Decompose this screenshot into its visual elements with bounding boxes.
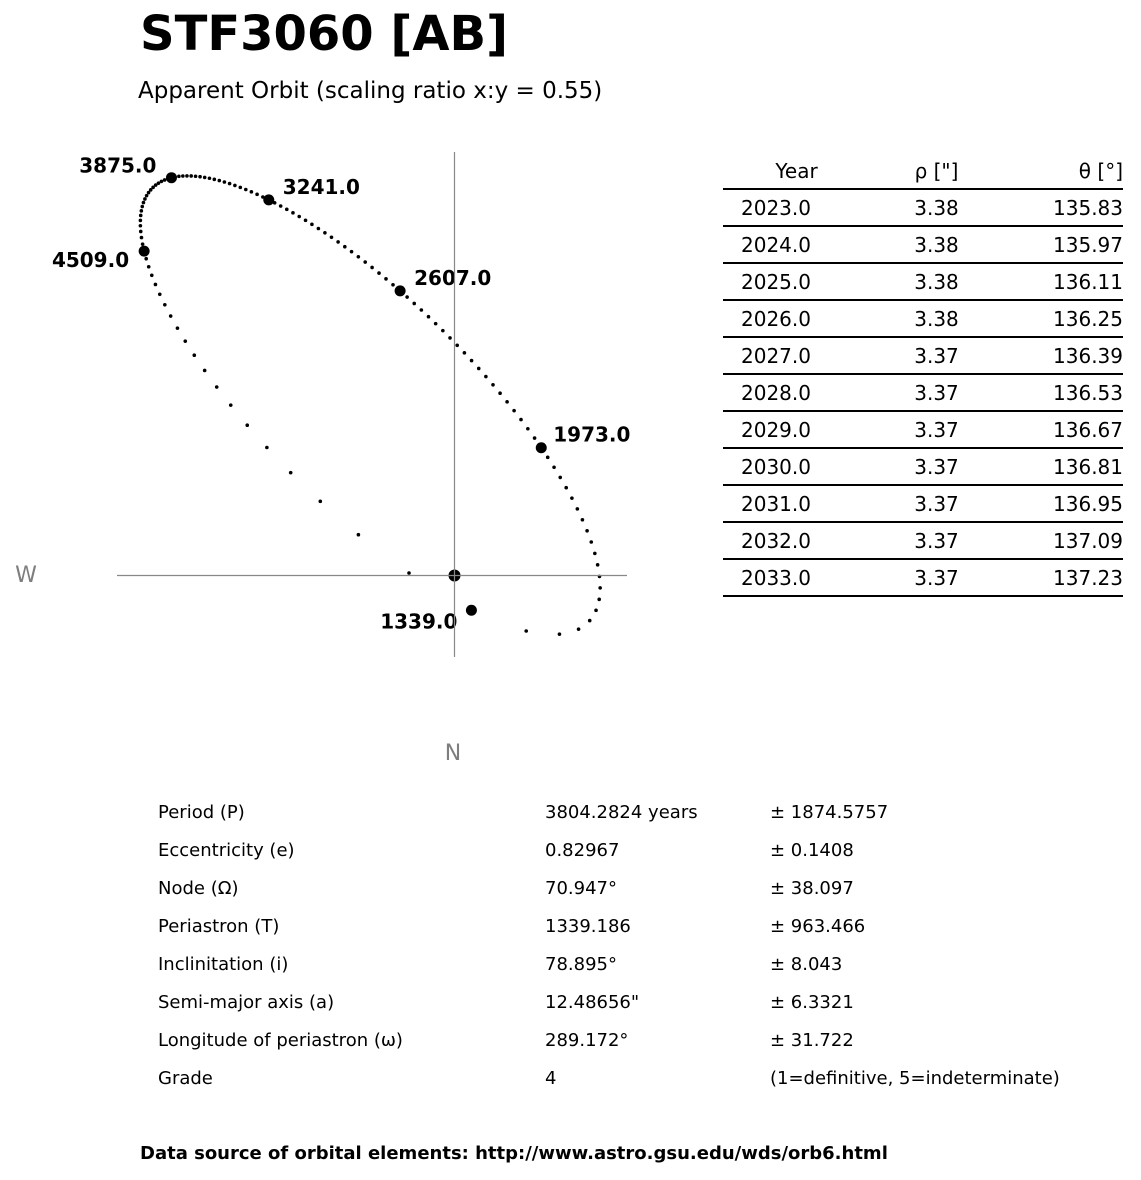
eph-cell: 3.37	[870, 448, 1003, 485]
epoch-label: 3875.0	[79, 153, 157, 178]
orbit-dot	[577, 627, 581, 631]
element-row	[158, 869, 1098, 907]
eph-cell: 2032.0	[723, 522, 870, 559]
orbit-dot	[163, 303, 167, 307]
orbit-dot	[203, 176, 207, 180]
orbit-dots	[139, 174, 602, 636]
eph-cell: 136.11	[1003, 263, 1123, 300]
eph-cell: 3.38	[870, 300, 1003, 337]
orbit-dot	[343, 245, 347, 249]
eph-row	[723, 226, 1123, 263]
orbit-dot	[597, 598, 601, 602]
orbit-dot	[318, 500, 322, 504]
element-error: ± 0.1408	[770, 839, 854, 861]
orbit-dot	[185, 174, 189, 178]
orbit-dot	[593, 552, 597, 556]
orbit-dot	[357, 255, 361, 259]
eph-row	[723, 337, 1123, 374]
orbit-dot	[519, 418, 523, 422]
orbit-dot	[285, 208, 289, 212]
element-value: 1339.186	[545, 915, 631, 937]
eph-cell: 3.37	[870, 337, 1003, 374]
eph-cell: 2025.0	[723, 263, 870, 300]
orbit-dot	[484, 375, 488, 379]
orbit-dot	[391, 283, 395, 287]
eph-cell: 136.95	[1003, 485, 1123, 522]
element-value: 4	[545, 1067, 557, 1089]
data-source-note: Data source of orbital elements: http://www.astro.gsu.edu/wds/orb6.html	[140, 1143, 888, 1164]
orbit-dot	[427, 315, 431, 319]
element-label: Inclinitation (i)	[158, 953, 289, 975]
eph-cell: 136.67	[1003, 411, 1123, 448]
orbit-dot	[581, 518, 585, 522]
orbit-dot	[163, 178, 167, 182]
orbit-dot	[218, 179, 222, 183]
orbit-dot	[336, 240, 340, 244]
element-label: Eccentricity (e)	[158, 839, 295, 861]
ephemerides-header-row	[723, 153, 1123, 189]
orbit-dot	[330, 235, 334, 239]
orbit-dot	[317, 227, 321, 231]
orbit-dot	[526, 427, 530, 431]
ephemerides-table	[723, 153, 1123, 597]
element-error: ± 8.043	[770, 953, 843, 975]
eph-cell: 2024.0	[723, 226, 870, 263]
element-label: Longitude of periastron (ω)	[158, 1029, 403, 1051]
orbit-dot	[512, 409, 516, 413]
orbit-dot	[265, 446, 269, 450]
element-value: 12.48656"	[545, 991, 640, 1013]
orbit-dot	[244, 188, 248, 192]
eph-cell: 136.25	[1003, 300, 1123, 337]
element-value: 3804.2824 years	[545, 801, 698, 823]
element-row	[158, 907, 1098, 945]
orbit-dot	[598, 586, 602, 590]
epoch-label: 1339.0	[380, 609, 458, 634]
orbit-dot	[570, 496, 574, 500]
orbit-dot	[181, 174, 185, 178]
eph-cell: 2031.0	[723, 485, 870, 522]
element-label: Node (Ω)	[158, 877, 239, 899]
orbit-dot	[477, 367, 481, 371]
eph-cell: 2029.0	[723, 411, 870, 448]
orbit-dot	[233, 184, 237, 188]
orbit-dot	[142, 201, 146, 205]
orbit-dot	[588, 619, 592, 623]
eph-cell: 3.38	[870, 189, 1003, 226]
element-row	[158, 1021, 1098, 1059]
orbit-dot	[384, 277, 388, 281]
orbit-dot	[576, 507, 580, 511]
epoch-dot	[139, 246, 150, 257]
orbit-dot	[585, 529, 589, 533]
element-row	[158, 793, 1098, 831]
eph-cell: 2028.0	[723, 374, 870, 411]
epoch-dot	[466, 605, 477, 616]
orbit-dot	[505, 400, 509, 404]
orbit-dot	[158, 292, 162, 296]
orbit-dot	[524, 629, 528, 633]
orbit-dot	[215, 385, 219, 389]
page-title: STF3060 [AB]	[140, 6, 509, 62]
orbit-dot	[363, 260, 367, 264]
orbit-dot	[189, 174, 193, 178]
orbit-dot	[412, 302, 416, 306]
orbit-dot	[208, 176, 212, 180]
eph-cell: 135.83	[1003, 189, 1123, 226]
orbit-dot	[498, 391, 502, 395]
eph-cell: 3.37	[870, 522, 1003, 559]
eph-row	[723, 522, 1123, 559]
eph-cell: 3.38	[870, 263, 1003, 300]
orbit-dot	[213, 178, 217, 182]
orbit-dot	[147, 191, 151, 195]
orbit-dot	[203, 369, 207, 373]
orbit-dot	[169, 314, 173, 318]
element-error: (1=definitive, 5=indeterminate)	[770, 1067, 1060, 1089]
orbit-dot	[229, 403, 233, 407]
eph-cell: 2023.0	[723, 189, 870, 226]
orbit-dot	[448, 336, 452, 340]
eph-cell: 3.37	[870, 485, 1003, 522]
epoch-dot	[536, 442, 547, 453]
orbit-dot	[228, 182, 232, 186]
orbit-dot	[546, 456, 550, 460]
epoch-label: 1973.0	[553, 422, 631, 447]
orbit-dot	[420, 308, 424, 312]
orbit-dot	[289, 471, 293, 475]
eph-col-header: θ [°]	[1003, 153, 1123, 189]
eph-cell: 2026.0	[723, 300, 870, 337]
orbit-dot	[470, 359, 474, 363]
orbit-dot	[407, 571, 411, 575]
eph-cell: 3.37	[870, 559, 1003, 596]
orbit-dot	[143, 197, 147, 201]
orbit-dot	[552, 465, 556, 469]
north-axis-label: N	[444, 741, 462, 766]
orbit-dot	[141, 242, 145, 246]
orbit-dot	[177, 175, 181, 179]
eph-cell: 2030.0	[723, 448, 870, 485]
orbit-dot	[589, 540, 593, 544]
orbital-elements-list	[158, 793, 1098, 1097]
eph-cell: 136.53	[1003, 374, 1123, 411]
element-label: Grade	[158, 1067, 213, 1089]
eph-row	[723, 448, 1123, 485]
orbit-dot	[350, 250, 354, 254]
orbit-dot	[558, 476, 562, 480]
orbit-dot	[405, 295, 409, 299]
orbit-dot	[370, 266, 374, 270]
orbit-dot	[250, 190, 254, 194]
eph-row	[723, 263, 1123, 300]
element-error: ± 6.3321	[770, 991, 854, 1013]
eph-cell: 135.97	[1003, 226, 1123, 263]
orbit-dot	[176, 326, 180, 330]
element-value: 289.172°	[545, 1029, 629, 1051]
orbit-dot	[192, 353, 196, 357]
element-error: ± 31.722	[770, 1029, 854, 1051]
element-label: Periastron (T)	[158, 915, 280, 937]
eph-row	[723, 559, 1123, 596]
eph-row	[723, 374, 1123, 411]
orbit-dot	[183, 339, 187, 343]
eph-row	[723, 485, 1123, 522]
element-row	[158, 983, 1098, 1021]
orbit-dot	[434, 322, 438, 326]
eph-cell: 2033.0	[723, 559, 870, 596]
orbit-dot	[194, 174, 198, 178]
west-axis-label: W	[15, 563, 37, 588]
orbit-dot	[564, 486, 568, 490]
epoch-label: 2607.0	[414, 265, 492, 290]
orbit-dot	[239, 186, 243, 190]
orbit-dot	[139, 224, 143, 228]
eph-cell: 2027.0	[723, 337, 870, 374]
eph-cell: 137.23	[1003, 559, 1123, 596]
orbit-dot	[310, 223, 314, 227]
orbit-dot	[144, 257, 148, 261]
epoch-label: 3241.0	[282, 174, 360, 199]
element-error: ± 963.466	[770, 915, 866, 937]
orbit-dot	[323, 231, 327, 235]
element-row	[158, 831, 1098, 869]
eph-col-header: Year	[723, 153, 870, 189]
orbit-dot	[463, 351, 467, 355]
orbit-dot	[245, 423, 249, 427]
orbit-dot	[533, 436, 537, 440]
orbit-dot	[304, 219, 308, 223]
eph-row	[723, 411, 1123, 448]
eph-cell: 3.37	[870, 374, 1003, 411]
eph-cell: 136.39	[1003, 337, 1123, 374]
orbit-dot	[140, 209, 144, 213]
orbit-dot	[198, 175, 202, 179]
orbit-dot	[279, 204, 283, 208]
orbit-dot	[139, 214, 143, 218]
eph-cell: 136.81	[1003, 448, 1123, 485]
eph-cell: 3.37	[870, 411, 1003, 448]
orbit-dot	[297, 215, 301, 219]
epoch-dot	[166, 172, 177, 183]
orbit-dot	[140, 205, 144, 209]
orbit-dot	[140, 236, 144, 240]
element-error: ± 38.097	[770, 877, 854, 899]
eph-row	[723, 189, 1123, 226]
orbit-dot	[291, 211, 295, 215]
element-value: 78.895°	[545, 953, 617, 975]
orbit-dot	[441, 329, 445, 333]
orbit-dot	[455, 343, 459, 347]
orbit-dot	[255, 193, 259, 197]
orbit-dot	[150, 274, 154, 278]
orbit-dot	[596, 563, 600, 567]
orbit-dot	[154, 283, 158, 287]
element-label: Period (P)	[158, 801, 245, 823]
orbit-dot	[147, 265, 151, 269]
orbit-dot	[139, 230, 143, 234]
element-value: 0.82967	[545, 839, 620, 861]
epoch-dot	[263, 194, 274, 205]
orbit-dot	[558, 632, 562, 636]
element-row	[158, 1059, 1098, 1097]
plot-subtitle: Apparent Orbit (scaling ratio x:y = 0.55)	[138, 78, 603, 104]
epoch-dot	[395, 285, 406, 296]
eph-cell: 3.38	[870, 226, 1003, 263]
element-error: ± 1874.5757	[770, 801, 889, 823]
element-value: 70.947°	[545, 877, 617, 899]
orbit-dot	[139, 219, 143, 223]
orbit-dot	[145, 194, 149, 198]
orbit-dot	[357, 533, 361, 537]
orbit-dot	[223, 180, 227, 184]
element-row	[158, 945, 1098, 983]
orbit-dot	[594, 609, 598, 613]
orbit-plot	[0, 140, 660, 780]
eph-row	[723, 300, 1123, 337]
element-label: Semi-major axis (a)	[158, 991, 335, 1013]
orbit-dot	[377, 271, 381, 275]
eph-col-header: ρ ["]	[870, 153, 1003, 189]
eph-cell: 137.09	[1003, 522, 1123, 559]
orbit-dot	[491, 383, 495, 387]
epoch-label: 4509.0	[51, 248, 130, 273]
